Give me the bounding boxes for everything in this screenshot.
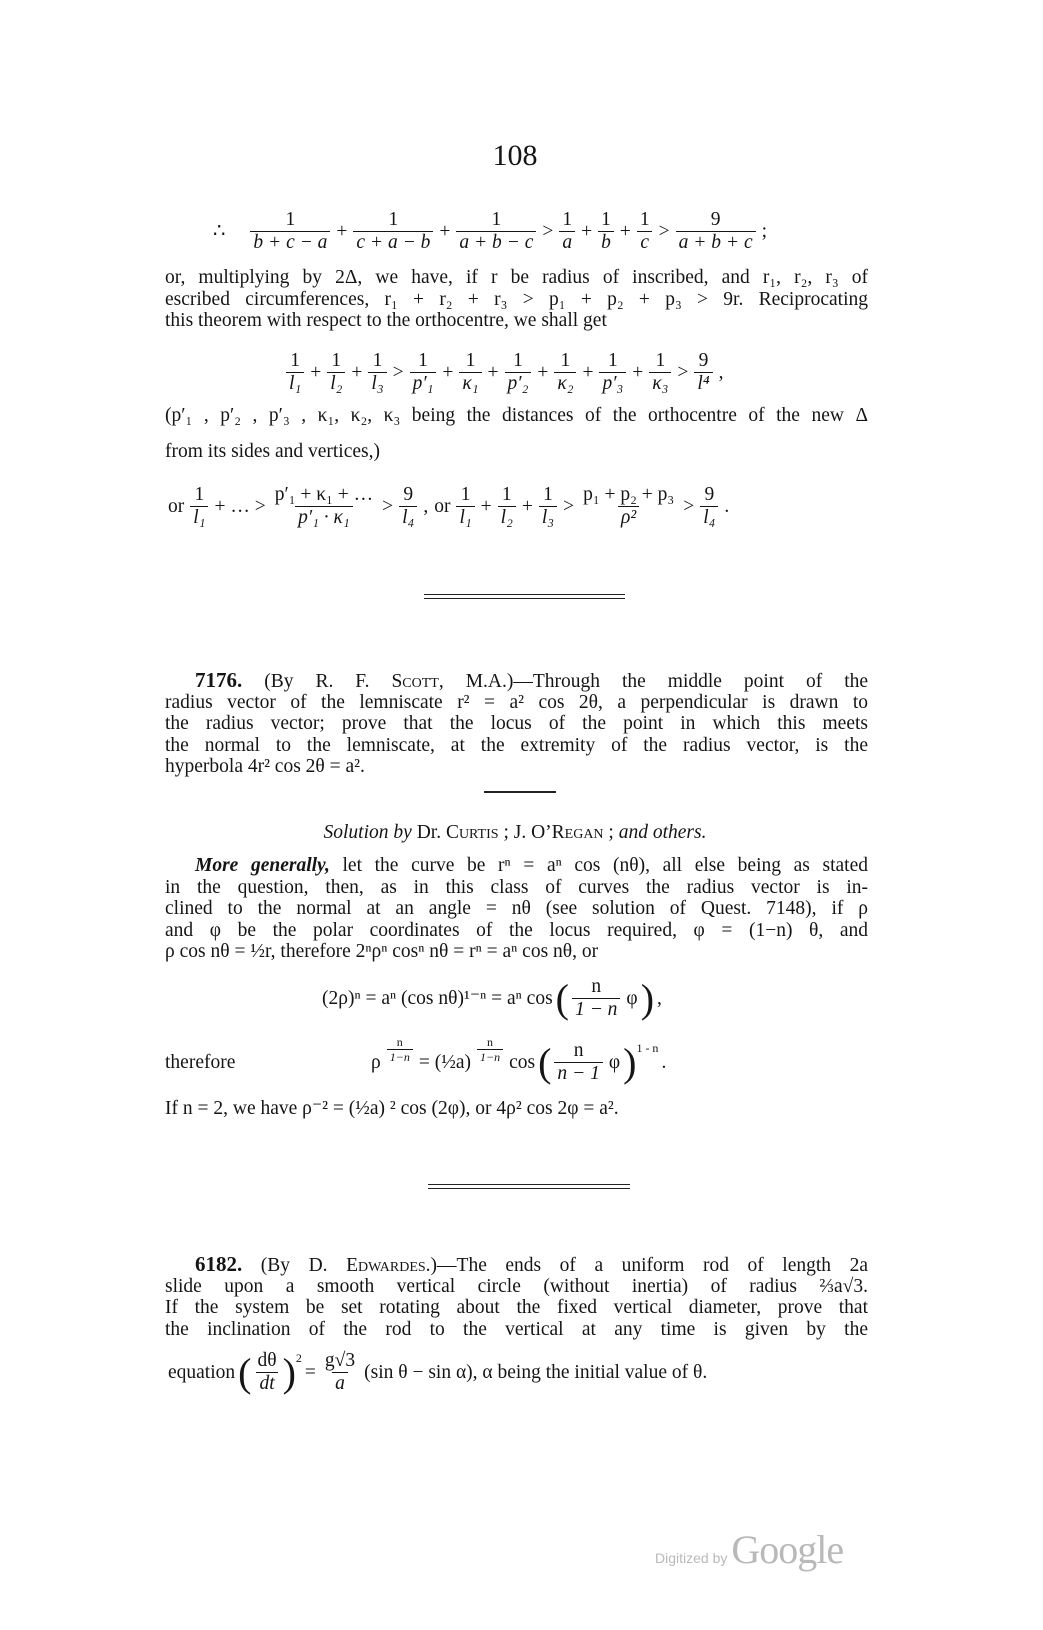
text-line: If the system be set rotating about the fixed vertical diameter, prove that (165, 1297, 868, 1318)
math-term: > (392, 361, 404, 383)
math-term: = (304, 1361, 316, 1383)
equation-6 (165, 1351, 710, 1394)
equation-4 (319, 977, 665, 1020)
text-line: the normal to the lemniscate, at the extremity of the radius vector, is the (165, 734, 868, 756)
fraction (700, 485, 718, 528)
denominator: p′₂ (505, 372, 532, 394)
text-line: and φ be the polar coordinates of the locus required, φ = (1−n) θ, and (165, 919, 868, 941)
denominator: κ₂ (554, 372, 576, 394)
numerator: 1 (331, 350, 342, 371)
section-divider (424, 594, 625, 599)
fraction (459, 351, 481, 394)
math-term: (sin θ − sin α), α being the initial value of θ. (364, 1361, 708, 1383)
numerator: 9 (704, 484, 715, 505)
equation-3 (165, 485, 732, 528)
text-line: If n = 2, we have ρ⁻² = (½a) ² cos (2φ), or 4ρ² cos 2φ = a². (165, 1098, 619, 1119)
equation-2 (283, 351, 727, 394)
text-line: the inclination of the rod to the vertical at any time is given by the (165, 1318, 868, 1340)
math-term: > (382, 495, 394, 517)
numerator: 1 (290, 350, 300, 371)
author-prefix: (By R. F. (264, 671, 392, 692)
fraction (477, 1036, 503, 1063)
parenthesis: ) (282, 1349, 296, 1395)
fraction (694, 351, 712, 394)
numerator: 1 (601, 209, 611, 230)
math-term: + (619, 220, 631, 242)
question-number: 6182. (195, 1252, 243, 1276)
numerator: 1 (465, 350, 476, 371)
denominator: n − 1 (554, 1062, 602, 1084)
text-line: the radius vector; prove that the locus of the point in which this meets (165, 713, 868, 734)
math-term: + … > (214, 495, 266, 517)
math-term: + (632, 361, 644, 383)
numerator: 1 (285, 209, 296, 230)
exponent: 2 (295, 1350, 302, 1365)
denominator: p′₁ (410, 372, 437, 394)
denominator: p′₁ · κ₁ (295, 506, 353, 528)
text-line: this theorem with respect to the orthocentre, we shall get (165, 310, 607, 331)
numerator: 1 (501, 484, 512, 505)
google-logo: Google (731, 1527, 844, 1572)
separator: ; J. O’ (498, 822, 552, 843)
fraction (498, 485, 516, 528)
numerator: p₁ + p₂ + p₃ (583, 484, 675, 505)
denominator: l₄ (399, 506, 417, 528)
solver-title: Dr. (416, 822, 446, 843)
question-text: , M.A.)—Through the middle point of the (438, 671, 869, 692)
text-line: or, multiplying by 2Δ, we have, if r be radius of inscribed, and r₁, r₂, r₃ of (165, 267, 868, 288)
denominator: c + a − b (353, 231, 433, 253)
numerator: g√3 (324, 1350, 356, 1371)
denominator: l⁴ (694, 372, 712, 394)
math-term: , (718, 361, 724, 383)
denominator: l₁ (286, 372, 304, 394)
math-term: > (542, 220, 554, 242)
numerator: n (396, 1035, 403, 1049)
denominator: l₁ (456, 506, 474, 528)
denominator: p′₃ (599, 372, 626, 394)
denominator: b (598, 231, 614, 253)
math-term: + (537, 361, 549, 383)
numerator: 9 (698, 350, 709, 371)
math-term: + (480, 495, 492, 517)
solver-name: Regan (551, 822, 604, 843)
denominator: a (332, 1372, 348, 1394)
lead-phrase: More generally, (195, 855, 330, 876)
text-line: clined to the normal at an angle = nθ (see solution of Quest. 7148), if ρ (165, 898, 868, 919)
numerator: 1 (513, 350, 523, 371)
math-term: > (658, 220, 670, 242)
text-line (165, 1254, 868, 1276)
section-divider (428, 1184, 630, 1189)
solution-paragraph (165, 855, 868, 963)
math-term: ; (761, 220, 768, 242)
math-term: ρ (371, 1051, 381, 1073)
math-term: or (434, 495, 451, 517)
fraction (254, 1351, 279, 1394)
exponent: 1 - n (636, 1040, 659, 1055)
solution-heading (0, 822, 1030, 844)
numerator: 1 (655, 350, 666, 371)
numerator: 1 (560, 350, 571, 371)
question-number: 7176. (195, 668, 243, 692)
fraction (554, 351, 576, 394)
question-text: .)—The ends of a uniform rod of length 2a (425, 1255, 868, 1276)
numerator: n (487, 1035, 494, 1049)
denominator: a + b + c (676, 231, 756, 253)
fraction (327, 351, 345, 394)
numerator: 1 (543, 484, 553, 505)
denominator: κ₁ (459, 372, 481, 394)
math-term: cos (509, 1051, 536, 1073)
author-name: Scott (391, 671, 439, 692)
fraction (539, 485, 557, 528)
fraction (190, 485, 208, 528)
watermark-text: Digitized by (655, 1550, 728, 1566)
numerator: 9 (403, 484, 414, 505)
fraction (250, 210, 330, 253)
google-watermark (655, 1528, 843, 1581)
fraction (580, 485, 677, 528)
denominator: l₂ (327, 372, 345, 394)
fraction (399, 485, 417, 528)
denominator: l₃ (539, 506, 557, 528)
fraction (559, 210, 575, 253)
denominator: κ₃ (649, 372, 671, 394)
math-term: > (683, 495, 695, 517)
denominator: 1−n (387, 1049, 413, 1063)
fraction (572, 977, 620, 1020)
fraction (598, 210, 614, 253)
fraction (456, 485, 474, 528)
denominator: a (559, 231, 575, 253)
denominator: b + c − a (250, 231, 330, 253)
fraction (554, 1041, 602, 1084)
math-term: + (487, 361, 499, 383)
solver-name: Curtis (445, 822, 499, 843)
denominator: 1 − n (572, 998, 620, 1020)
text-line: from its sides and vertices,) (165, 440, 380, 462)
page-number: 108 (492, 139, 538, 172)
denominator: ρ² (618, 506, 639, 528)
math-term: + (582, 361, 594, 383)
numerator: 1 (418, 350, 428, 371)
numerator: n (573, 1040, 584, 1061)
text-line: in the question, then, as in this class of curves the radius vector is in- (165, 876, 868, 898)
math-term: equation (168, 1361, 236, 1383)
fraction (505, 351, 532, 394)
math-term: , (423, 495, 429, 517)
parenthesis: ) (640, 975, 655, 1021)
numerator: 1 (194, 484, 205, 505)
fraction (410, 351, 437, 394)
math-term: + (310, 361, 322, 383)
fraction (387, 1036, 413, 1063)
denominator: 1−n (477, 1049, 503, 1063)
text: let the curve be rⁿ = aⁿ cos (nθ), all else being as stated (329, 855, 868, 876)
fraction (637, 210, 653, 253)
denominator: l₁ (190, 506, 208, 528)
case-n-equals-2 (165, 1098, 868, 1120)
math-term: or (168, 495, 185, 517)
denominator: c (637, 231, 652, 253)
question-7176 (165, 670, 868, 778)
fraction (456, 210, 536, 253)
fraction (286, 351, 304, 394)
math-term: + (581, 220, 593, 242)
parenthesis: ) (623, 1039, 637, 1085)
numerator: 9 (710, 209, 721, 230)
math-term: > (563, 495, 575, 517)
math-term: + (351, 361, 363, 383)
numerator: 1 (460, 484, 471, 505)
fraction (676, 210, 756, 253)
text-line: hyperbola 4r² cos 2θ = a². (165, 756, 365, 777)
therefore-symbol: ∴ (213, 220, 226, 242)
numerator: dθ (257, 1350, 277, 1371)
math-term: + (439, 220, 451, 242)
parenthesis: ( (238, 1349, 252, 1395)
text-line: (p′₁ , p′₂ , p′₃ , κ₁, κ₂, κ₃ being the distances of the orthocentre of the new Δ (165, 405, 868, 426)
numerator: 1 (388, 209, 399, 230)
fraction (353, 210, 433, 253)
equation-5 (165, 1035, 669, 1085)
math-term: + (336, 220, 348, 242)
author-name: Edwardes (346, 1255, 426, 1276)
fraction (368, 351, 386, 394)
numerator: n (591, 976, 602, 997)
numerator: 1 (491, 209, 502, 230)
math-term: > (677, 361, 689, 383)
solution-label: Solution by (323, 822, 412, 843)
numerator: p′₁ + κ₁ + … (274, 484, 374, 505)
separator: ; (603, 822, 619, 843)
author-prefix: (By D. (260, 1255, 347, 1276)
therefore-label: therefore (165, 1051, 236, 1073)
numerator: 1 (608, 350, 618, 371)
question-6182 (165, 1254, 868, 1340)
denominator: dt (256, 1372, 277, 1394)
others-label: and others. (618, 822, 707, 843)
text-line (165, 855, 868, 877)
equation-1 (210, 210, 770, 253)
denominator: l₂ (498, 506, 516, 528)
math-term: φ (608, 1051, 621, 1073)
numerator: 1 (639, 209, 650, 230)
fraction (649, 351, 671, 394)
math-term: . (724, 495, 730, 517)
numerator: 1 (562, 209, 573, 230)
math-term: (2ρ)ⁿ = aⁿ (cos nθ)¹⁻ⁿ = aⁿ cos (322, 987, 553, 1009)
text-line: escribed circumferences, r₁ + r₂ + r₃ > p₁ + p₂ + p₃ > 9r. Reciprocating (165, 288, 868, 310)
math-term: . (661, 1051, 667, 1073)
math-term: φ (626, 987, 638, 1009)
paragraph-inequality (165, 267, 868, 332)
parenthesis: ( (555, 975, 569, 1021)
denominator: a + b − c (456, 231, 536, 253)
math-term: + (442, 361, 454, 383)
fraction (272, 485, 376, 528)
parenthesis: ( (538, 1039, 552, 1085)
short-divider (484, 791, 556, 793)
fraction (322, 1351, 358, 1394)
text-line: slide upon a smooth vertical circle (without inertia) of radius ⅔a√3. (165, 1275, 868, 1297)
text-line: ρ cos nθ = ½r, therefore 2ⁿρⁿ cosⁿ nθ = rⁿ = aⁿ cos nθ, or (165, 941, 599, 962)
text-line: radius vector of the lemniscate r² = a² cos 2θ, a perpendicular is drawn to (165, 691, 868, 713)
fraction (599, 351, 626, 394)
denominator: l₃ (368, 372, 386, 394)
math-term: , (657, 987, 662, 1009)
paragraph-distances (165, 405, 868, 462)
math-term: = (½a) (418, 1051, 471, 1073)
numerator: 1 (372, 350, 383, 371)
text-line (165, 670, 868, 692)
denominator: l₄ (700, 506, 718, 528)
math-term: + (521, 495, 533, 517)
